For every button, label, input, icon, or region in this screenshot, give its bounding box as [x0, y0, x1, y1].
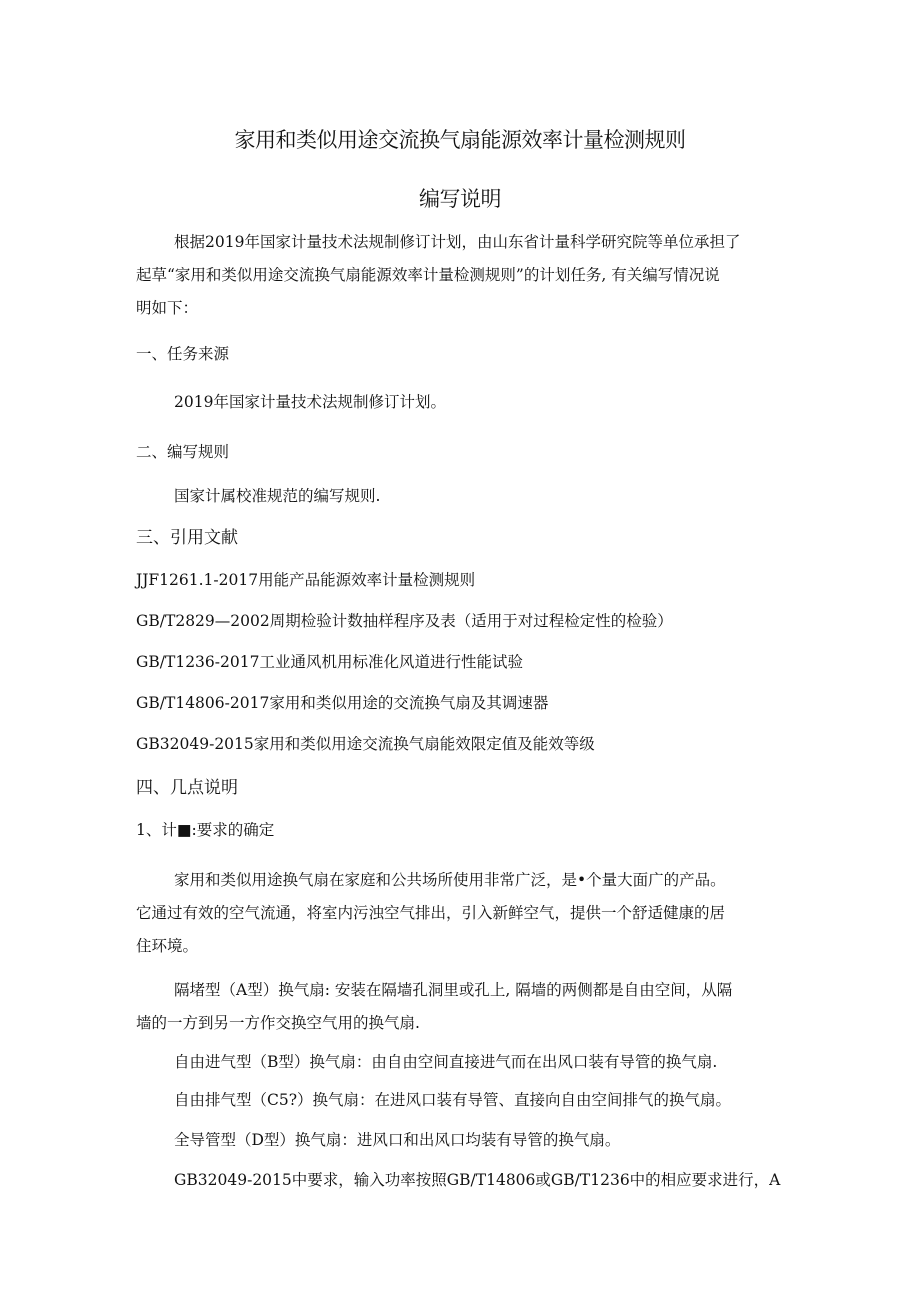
document-title: 家用和类似用途交流换气扇能源效率计量检测规则: [234, 128, 686, 152]
intro-line: 明如下：: [136, 299, 199, 317]
reference-item: GB/T14806-2017家用和类似用途的交流换气扇及其调速器: [136, 694, 549, 712]
reference-item: GB32049-2015家用和类似用途交流换气扇能效限定值及能效等级: [136, 735, 595, 753]
section-1-text: 2019年国家计量技术法规制修订计划。: [174, 393, 446, 411]
section-1-heading: 一、任务来源: [136, 345, 230, 363]
paragraph-line: 住环境。: [136, 937, 199, 955]
paragraph-2: [136, 974, 786, 1040]
reference-item: GB/T2829—2002周期检验计数抽样程序及表（适用于对过程检定性的检验）: [136, 612, 673, 630]
paragraph-3: 自由进气型（B型）换气扇：由自由空间直接进气而在出风口装有导管的换气扇.: [174, 1053, 718, 1071]
paragraph-line: 墙的一方到另一方作交换空气用的换气扇.: [136, 1014, 420, 1032]
section-4-heading: 四、几点说明: [136, 778, 238, 798]
paragraph-line: 隔堵型（A型）换气扇: 安装在隔墙孔洞里或孔上, 隔墙的两侧都是自由空间，从隔: [174, 981, 733, 999]
paragraph-6: GB32049-2015中要求，输入功率按照GB/T14806或GB/T1236中的相应要求进行，A: [174, 1171, 781, 1189]
section-2-heading: 二、编写规则: [136, 443, 230, 461]
intro-line: 根据2019年国家计量技术法规制修订计划，由山东省计量科学研究院等单位承担了: [174, 233, 741, 251]
paragraph-line: 它通过有效的空气流通，将室内污浊空气排出，引入新鲜空气，提供一个舒适健康的居: [136, 904, 726, 922]
reference-item: GB/T1236-2017工业通风机用标准化风道进行性能试验: [136, 653, 523, 671]
section-3-heading: 三、引用文献: [136, 528, 238, 548]
paragraph-1: [136, 864, 786, 963]
section-2-text: 国家计属校准规范的编写规则.: [174, 487, 381, 505]
reference-item: JJF1261.1-2017用能产品能源效率计量检测规则: [136, 571, 476, 589]
paragraph-4: 自由排气型（C5?）换气扇：在进风口装有导管、直接向自由空间排气的换气扇。: [174, 1091, 732, 1109]
paragraph-5: 全导管型（D型）换气扇：进风口和出风口均装有导管的换气扇。: [174, 1131, 621, 1149]
paragraph-line: 家用和类似用途换气扇在家庭和公共场所使用非常广泛，是•个量大面广的产品。: [174, 871, 726, 889]
subsection-1-heading: 1、计■:要求的确定: [136, 821, 275, 839]
intro-line: 起草“家用和类似用途交流换气扇能源效率计量检测规则”的计划任务, 有关编写情况说: [136, 266, 720, 284]
document-subtitle: 编写说明: [419, 187, 501, 211]
intro-paragraph: [136, 226, 786, 325]
